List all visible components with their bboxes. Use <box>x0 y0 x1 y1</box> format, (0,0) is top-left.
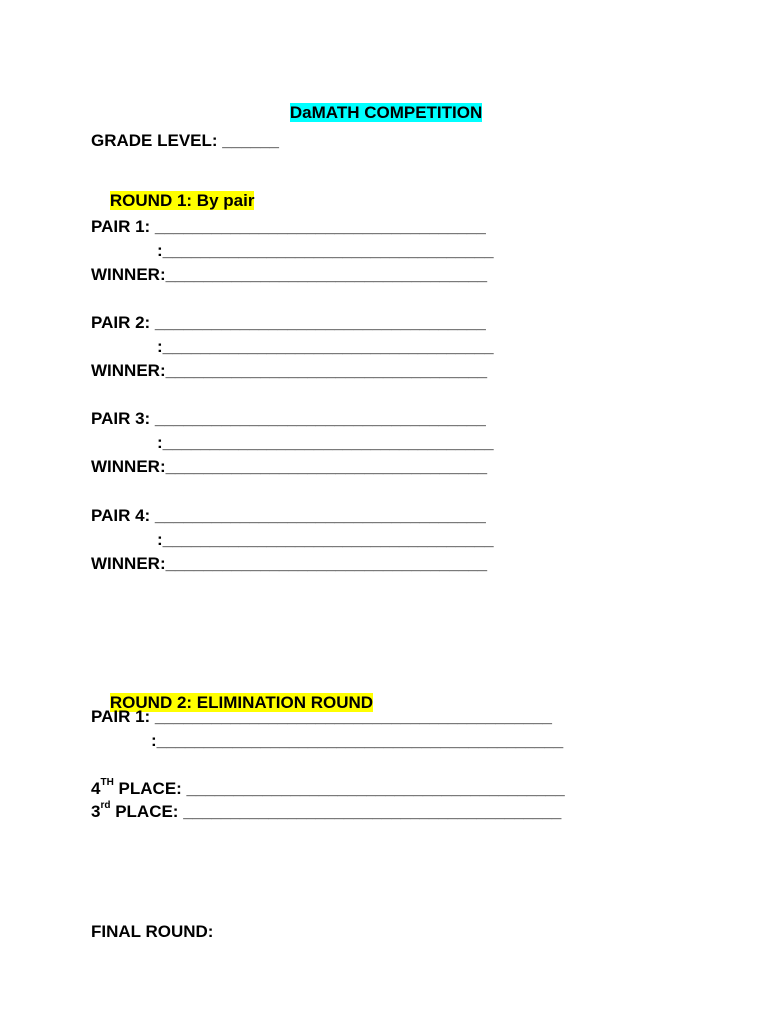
round1-pair3-second-field: :___________________________________ <box>157 433 494 452</box>
round1-pair4-second-field: :___________________________________ <box>157 530 494 549</box>
round1-pair4-field: PAIR 4: ___________________________________ <box>91 506 486 525</box>
round1-heading: ROUND 1: By pair <box>109 191 255 210</box>
grade-level-field: GRADE LEVEL: ______ <box>91 131 280 150</box>
third-place-field: 3rd PLACE: ________________________________________ <box>91 800 562 821</box>
round2-pair1-second-field: :___________________________________________ <box>151 731 564 750</box>
document-title: DaMATH COMPETITION <box>289 103 483 122</box>
round1-pair1-field: PAIR 1: ___________________________________ <box>91 217 486 236</box>
round2-heading: ROUND 2: ELIMINATION ROUND <box>109 693 374 712</box>
round1-pair3-winner-field: WINNER:__________________________________ <box>91 457 488 476</box>
round1-pair2-winner-field: WINNER:__________________________________ <box>91 361 488 380</box>
round1-pair4-winner-field: WINNER:__________________________________ <box>91 554 488 573</box>
round1-pair3-field: PAIR 3: ___________________________________ <box>91 409 486 428</box>
final-round-heading: FINAL ROUND: <box>91 922 214 941</box>
fourth-place-field: 4TH PLACE: ________________________________________ <box>91 777 565 798</box>
round1-pair1-second-field: :___________________________________ <box>157 241 494 260</box>
round1-pair2-field: PAIR 2: ___________________________________ <box>91 313 486 332</box>
round2-pair1-field: PAIR 1: __________________________________________ <box>91 707 553 726</box>
round1-pair2-second-field: :___________________________________ <box>157 337 494 356</box>
round1-pair1-winner-field: WINNER:__________________________________ <box>91 265 488 284</box>
